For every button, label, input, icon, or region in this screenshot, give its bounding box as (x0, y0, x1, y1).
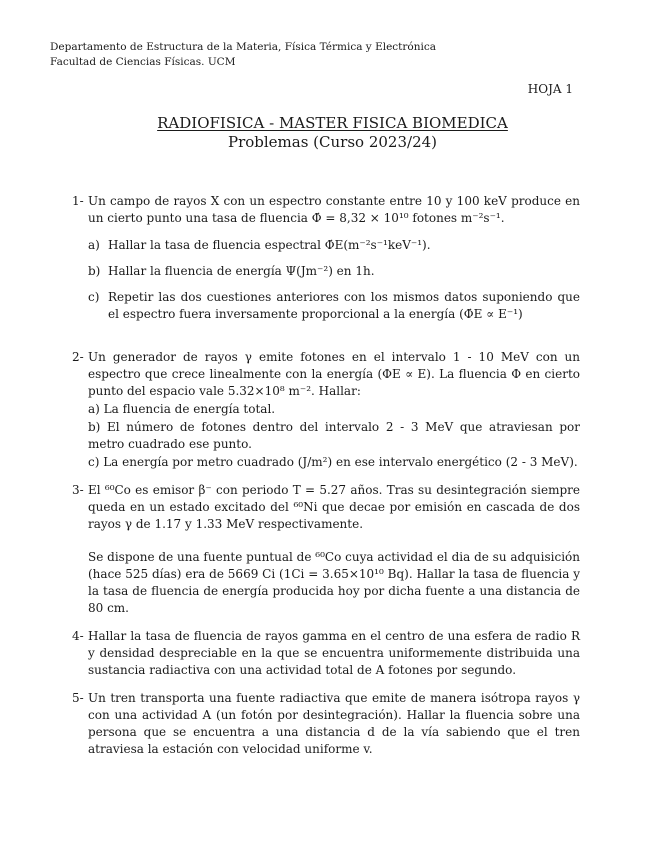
document-subtitle: Problemas (Curso 2023/24) (227, 133, 438, 151)
problem-item (88, 289, 580, 323)
problem-extra-paragraph: Se dispone de una fuente puntual de ⁶⁰Co cuya actividad el dia de su adquisición (hace 525 días) era de 5669 Ci (1Ci = 3.65×10¹⁰ Bq). Hallar la tasa de fluencia y la tasa de fluencia de energía producida hoy por dicha fuente a una distancia de 80 cm. (88, 550, 580, 615)
problem-5 (70, 690, 580, 758)
header-department-block (50, 40, 436, 70)
problem-text: El ⁶⁰Co es emisor β⁻ con periodo T = 5.27 años. Tras su desintegración siempre queda en un estado excitado del ⁶⁰Ni que decae por emisión en cascada de dos rayos γ de 1.17 y 1.33 MeV respectivamente. (88, 483, 580, 531)
problem-text: Un tren transporta una fuente radiactiva que emite de manera isótropa rayos γ con una actividad A (un fotón por desintegración). Hallar la fluencia sobre una persona que se encuentra a una distancia d de la vía sabiendo que el tren atraviesa la estación con velocidad uniforme v. (88, 691, 580, 756)
item-text: Hallar la fluencia de energía Ψ(Jm⁻²) en 1h. (108, 264, 375, 278)
problem-text: Hallar la tasa de fluencia de rayos gamma en el centro de una esfera de radio R y densidad despreciable en la que se encuentra uniformemente distribuida una sustancia radiactiva con una actividad total de A fotones por segundo. (88, 629, 580, 677)
problem-number: 3- (72, 483, 84, 497)
problem-3 (70, 482, 580, 617)
faculty-name: Facultad de Ciencias Físicas. UCM (50, 56, 236, 68)
item-letter: a) (88, 238, 100, 252)
problem-item: b) El número de fotones dentro del intervalo 2 - 3 MeV que atraviesan por metro cuadrado ese punto. (88, 420, 580, 451)
problem-number: 5- (72, 691, 84, 705)
problem-4 (70, 628, 580, 679)
document-title: RADIOFISICA - MASTER FISICA BIOMEDICA (157, 114, 508, 132)
title-block (0, 114, 655, 151)
item-text: Hallar la tasa de fluencia espectral Φ̇E(m⁻²s⁻¹keV⁻¹). (108, 238, 431, 252)
sheet-label: HOJA 1 (527, 82, 573, 96)
item-letter: b) (88, 264, 101, 278)
problem-item (88, 237, 580, 254)
problem-1 (70, 193, 580, 323)
problem-text: Un campo de rayos X con un espectro constante entre 10 y 100 keV produce en un cierto punto una tasa de fluencia Φ̇ = 8,32 × 10¹⁰ fotones m⁻²s⁻¹. (88, 194, 580, 225)
problem-item: c) La energía por metro cuadrado (J/m²) en ese intervalo energético (2 - 3 MeV). (88, 455, 578, 469)
department-name: Departamento de Estructura de la Materia, Física Térmica y Electrónica (50, 41, 437, 53)
problem-item: a) La fluencia de energía total. (88, 402, 276, 416)
problem-number: 2- (72, 350, 84, 364)
problem-number: 1- (72, 194, 84, 208)
problem-item (88, 263, 580, 280)
item-letter: c) (88, 290, 100, 304)
problem-list (70, 193, 580, 758)
problem-2 (70, 349, 580, 471)
item-text: Repetir las dos cuestiones anteriores con los mismos datos suponiendo que el espectro fuera inversamente proporcional a la energía (Φ̇E ∝ E⁻¹) (108, 290, 580, 321)
problem-number: 4- (72, 629, 84, 643)
problem-text: Un generador de rayos γ emite fotones en el intervalo 1 - 10 MeV con un espectro que crece linealmente con la energía (ΦE ∝ E). La fluencia Φ en cierto punto del espacio vale 5.32×10⁸ m⁻². Hallar: (88, 350, 580, 398)
